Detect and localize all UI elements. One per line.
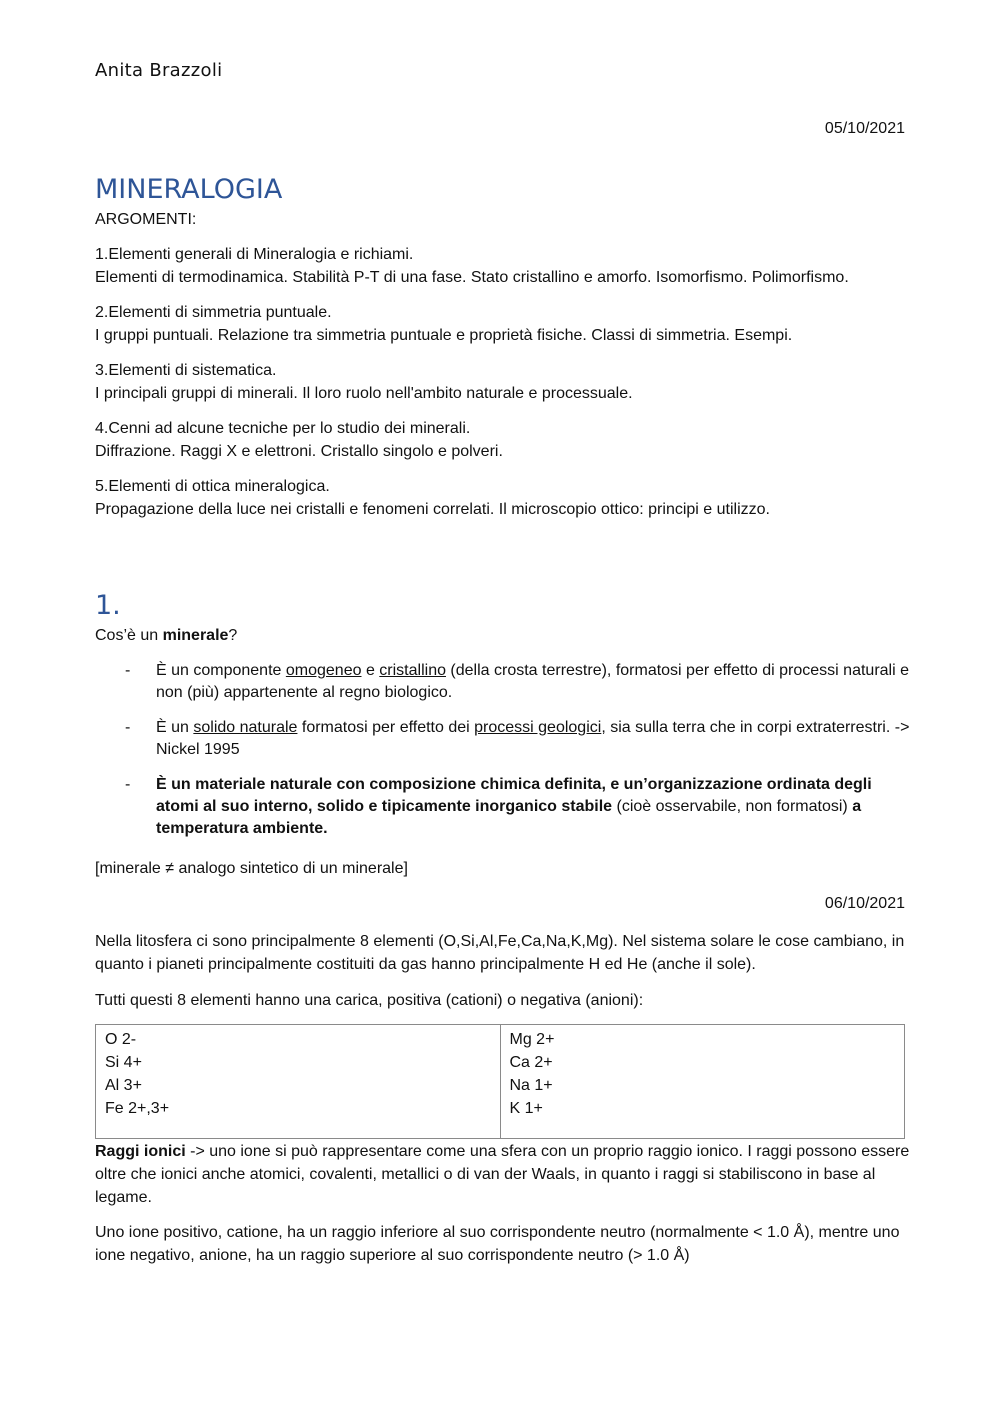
text: formatosi per effetto dei	[297, 719, 475, 736]
text: -> uno ione si può rappresentare come una sfera con un proprio raggio ionico. I raggi possono essere oltre che ionici anche atomici, covalenti, metallici o di van der Waals, in quanto i raggi si stabiliscono in base al legame.	[95, 1143, 910, 1206]
bullet-dash: -	[125, 776, 131, 793]
topic-3	[95, 359, 915, 405]
question-text: Cos’è un	[95, 627, 163, 644]
definition-list	[95, 660, 915, 853]
table-cell-cations	[500, 1025, 905, 1139]
underlined-term: solido naturale	[193, 719, 298, 736]
ion-entry: Ca 2+	[509, 1054, 553, 1071]
ion-entry: Al 3+	[105, 1077, 142, 1094]
page-title: MINERALOGIA	[95, 174, 283, 205]
topic-body: I gruppi puntuali. Relazione tra simmetria puntuale e proprietà fisiche. Classi di simmetria. Esempi.	[95, 327, 793, 344]
topic-head: 1.Elementi generali di Mineralogia e richiami.	[95, 246, 414, 263]
paragraph-ioni: Uno ione positivo, catione, ha un raggio inferiore al suo corrispondente neutro (normalmente < 1.0 Å), mentre uno ione negativo, anione, ha un raggio superiore al suo corrispondente neutro (> 1.0 Å)	[95, 1224, 900, 1264]
bold-text: È un materiale naturale con composizione chimica definita, e un’organizzazione ordinata degli atomi al suo interno, solido e tipicamente inorganico stabile	[156, 776, 872, 815]
text: (cioè osservabile, non formatosi)	[612, 798, 853, 815]
topic-head: 4.Cenni ad alcune tecniche per lo studio dei minerali.	[95, 420, 471, 437]
topic-5	[95, 475, 915, 521]
topic-head: 3.Elementi di sistematica.	[95, 362, 277, 379]
topic-body: I principali gruppi di minerali. Il loro ruolo nell'ambito naturale e processuale.	[95, 385, 633, 402]
ions-table	[95, 1024, 905, 1139]
topic-head: 5.Elementi di ottica mineralogica.	[95, 478, 330, 495]
paragraph-litosfera: Nella litosfera ci sono principalmente 8 elementi (O,Si,Al,Fe,Ca,Na,K,Mg). Nel sistema solare le cose cambiano, in quanto i pianeti principalmente costituiti da gas hanno principalmente H ed He (anche il sole).	[95, 933, 905, 973]
bullet-dash: -	[125, 662, 131, 679]
table-row	[96, 1025, 905, 1139]
list-item	[95, 660, 915, 704]
topic-2	[95, 301, 915, 347]
paragraph-raggi-ionici	[95, 1140, 915, 1209]
author-name: Anita Brazzoli	[95, 60, 223, 81]
note-line: [minerale ≠ analogo sintetico di un minerale]	[95, 860, 408, 877]
section-heading: 1.	[95, 590, 121, 621]
date-first: 05/10/2021	[824, 120, 905, 137]
bold-text: a temperatura ambiente.	[156, 798, 862, 837]
question-bold: minerale	[162, 627, 229, 644]
ion-entry: K 1+	[509, 1100, 543, 1117]
table-cell-anions	[96, 1025, 501, 1139]
argomenti-label: ARGOMENTI:	[95, 211, 197, 228]
ion-entry: Fe 2+,3+	[105, 1100, 170, 1117]
underlined-term: omogeneo	[285, 662, 362, 679]
date-second: 06/10/2021	[824, 895, 905, 912]
underlined-term: processi geologici	[474, 719, 602, 736]
topic-1	[95, 243, 915, 289]
bullet-dash: -	[125, 719, 131, 736]
text: e	[361, 662, 380, 679]
ion-entry: Mg 2+	[509, 1031, 555, 1048]
text: È un componente	[156, 662, 286, 679]
ion-entry: O 2-	[105, 1031, 137, 1048]
paragraph-cariche: Tutti questi 8 elementi hanno una carica, positiva (cationi) o negativa (anioni):	[95, 992, 644, 1009]
text: È un	[156, 719, 194, 736]
ion-entry: Na 1+	[509, 1077, 553, 1094]
topic-4	[95, 417, 915, 463]
topics-section	[95, 208, 915, 533]
list-item	[95, 717, 915, 761]
text: , sia sulla terra che in corpi extraterrestri. -> Nickel 1995	[156, 719, 910, 758]
ions-table-wrapper	[95, 1024, 905, 1139]
underlined-term: cristallino	[379, 662, 446, 679]
topic-body: Elementi di termodinamica. Stabilità P-T di una fase. Stato cristallino e amorfo. Isomorfismo. Polimorfismo.	[95, 269, 849, 286]
topic-body: Propagazione della luce nei cristalli e fenomeni correlati. Il microscopio ottico: principi e utilizzo.	[95, 501, 770, 518]
topic-body: Diffrazione. Raggi X e elettroni. Cristallo singolo e polveri.	[95, 443, 503, 460]
ion-entry: Si 4+	[105, 1054, 142, 1071]
question-line	[95, 624, 915, 647]
bold-text: Raggi ionici	[95, 1143, 186, 1160]
text: (della crosta terrestre), formatosi per effetto di processi naturali e non (più) appartenente al regno biologico.	[156, 662, 909, 701]
topic-head: 2.Elementi di simmetria puntuale.	[95, 304, 332, 321]
question-mark: ?	[228, 627, 238, 644]
list-item	[95, 774, 915, 840]
